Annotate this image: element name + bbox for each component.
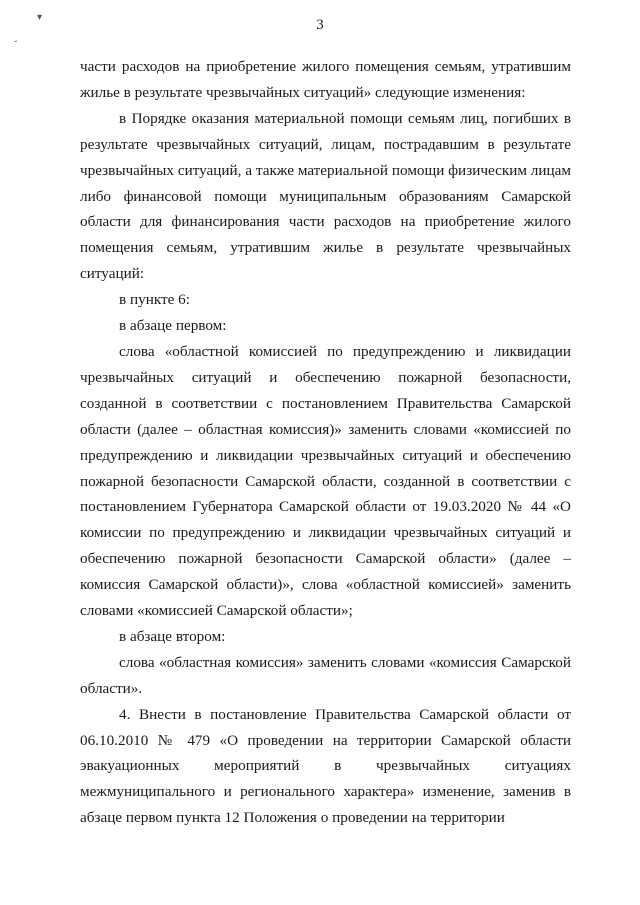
document-body — [80, 54, 571, 831]
paragraph-second-subparagraph: в абзаце втором: — [119, 627, 226, 645]
paragraph-point-6: в пункте 6: — [119, 291, 190, 309]
paragraph-replacement-commission: слова «областной комиссией по предупреждению и ликвидации чрезвычайных ситуаций и обеспечению пожарной безопасности, созданной в соответствии с постановлением Правительства Самарской области (далее – областная комиссия)» заменить словами «комиссией по предупреждению и ликвидации чрезвычайных ситуаций и обеспечению пожарной безопасности Самарской области, созданной в соответствии с постановлением Губернатора Самарской области от 19.03.2020 № 44 «О комиссии по предупреждению и ликвидации чрезвычайных ситуаций и обеспечению пожарной безопасности Самарской области» (далее – комиссия Самарской области)», слова «областной комиссией» заменить словами «комиссией Самарской области»; — [80, 342, 571, 620]
page-number: 3 — [316, 17, 324, 33]
paragraph-replacement-words: слова «областная комиссия» заменить словами «комиссия Самарской области». — [80, 653, 571, 697]
paragraph-continuation: части расходов на приобретение жилого помещения семьям, утратившим жилье в результате чрезвычайных ситуаций» следующие изменения: — [80, 58, 571, 101]
paragraph-procedure: в Порядке оказания материальной помощи семьям лиц, погибших в результате чрезвычайных ситуаций, лицам, пострадавшим в результате чрезвычайных ситуаций, а также материальной помощи физическим лицам либо финансовой помощи муниципальным образованиям Самарской области для финансирования части расходов на приобретение жилого помещения семьям, утратившим жилье в результате чрезвычайных ситуаций: — [80, 109, 571, 283]
paragraph-first-subparagraph: в абзаце первом: — [119, 317, 227, 335]
scan-mark: ˇ — [14, 40, 18, 51]
scan-mark: ▾ — [37, 12, 43, 23]
paragraph-item-4: 4. Внести в постановление Правительства Самарской области от 06.10.2010 № 479 «О проведении на территории Самарской области эвакуационных мероприятий в чрезвычайных ситуациях межмуниципального и регионального характера» изменение, заменив в абзаце первом пункта 12 Положения о проведении на территории — [80, 705, 571, 827]
